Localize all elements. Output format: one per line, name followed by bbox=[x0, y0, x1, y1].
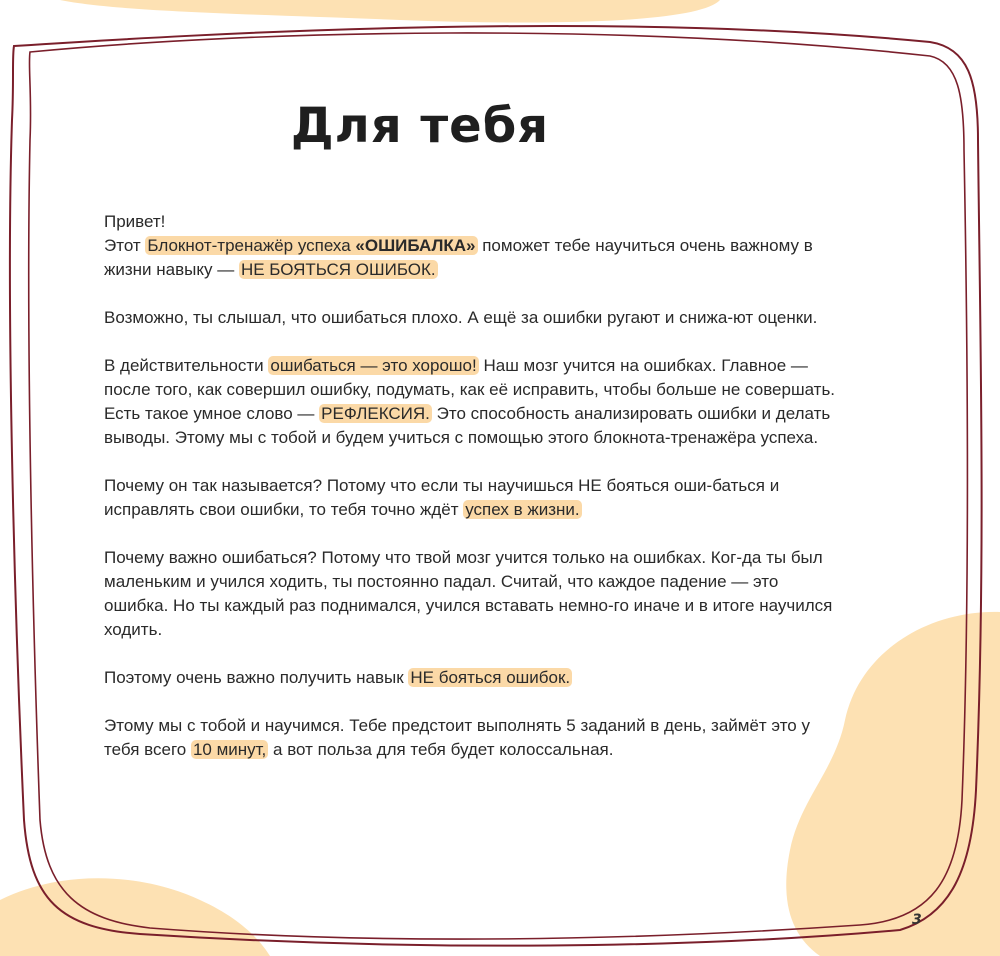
text-segment: Возможно, ты слышал, что ошибаться плохо. А ещё за ошибки ругают и снижа-ют оценки. bbox=[104, 308, 818, 327]
highlight-text: Блокнот-тренажёр успеха bbox=[147, 236, 356, 255]
page-number: 3 bbox=[912, 912, 922, 928]
text-segment: Это способность анализировать ошибки и делать выводы. Этому мы с тобой и будем учиться с помощью этого блокнота-тренажёра успеха. bbox=[104, 404, 831, 447]
text-segment: Поэтому очень важно получить навык bbox=[104, 668, 409, 687]
text-segment: Этому мы с тобой и научимся. Тебе предстоит выполнять 5 заданий в день, займёт это у тебя всего bbox=[104, 716, 810, 759]
paragraph-reflection bbox=[104, 354, 839, 450]
text-segment: Почему он так называется? Потому что если ты научишься НЕ бояться оши-баться и исправлять свои ошибки, то тебя точно ждёт bbox=[104, 476, 780, 519]
highlight-notebook-name bbox=[145, 236, 477, 255]
page-title: Для тебя bbox=[290, 98, 550, 154]
text-segment: а вот польза для тебя будет колоссальная. bbox=[268, 740, 614, 759]
paragraph-intro bbox=[104, 210, 839, 282]
highlight-reflection: РЕФЛЕКСИЯ. bbox=[321, 404, 430, 423]
text-segment: Этот bbox=[104, 236, 146, 255]
body-text bbox=[104, 210, 839, 786]
text-segment: Почему важно ошибаться? Потому что твой мозг учится только на ошибках. Ког-да ты был маленьким и учился ходить, ты постоянно падал. Считай, что каждое падение — это ошибка. Но ты каждый раз поднимался, учился вставать немно-го иначе и в итоге научился ходить. bbox=[104, 548, 833, 639]
highlight-success: успех в жизни. bbox=[465, 500, 580, 519]
paragraph-skill bbox=[104, 666, 839, 690]
text-segment: поможет тебе научиться очень важному в жизни навыку — bbox=[104, 236, 813, 279]
highlight-not-afraid: НЕ БОЯТЬСЯ ОШИБОК. bbox=[240, 260, 436, 279]
paragraph-why-name bbox=[104, 474, 839, 522]
text-segment: В действительности bbox=[104, 356, 269, 375]
text-segment: Наш мозг учится на ошибках. Главное — после того, как совершил ошибку, подумать, как её исправить, чтобы больше не совершать. Есть такое умное слово — bbox=[104, 356, 836, 423]
highlight-text-bold: «ОШИБАЛКА» bbox=[355, 236, 476, 255]
paragraph-tasks bbox=[104, 714, 839, 762]
highlight-skill: НЕ бояться ошибок. bbox=[410, 668, 571, 687]
highlight-ten-minutes: 10 минут, bbox=[192, 740, 267, 759]
highlight-mistakes-good: ошибаться — это хорошо! bbox=[270, 356, 477, 375]
greeting: Привет! bbox=[104, 212, 166, 231]
paragraph-why-important bbox=[104, 546, 839, 642]
paragraph-maybe bbox=[104, 306, 839, 330]
